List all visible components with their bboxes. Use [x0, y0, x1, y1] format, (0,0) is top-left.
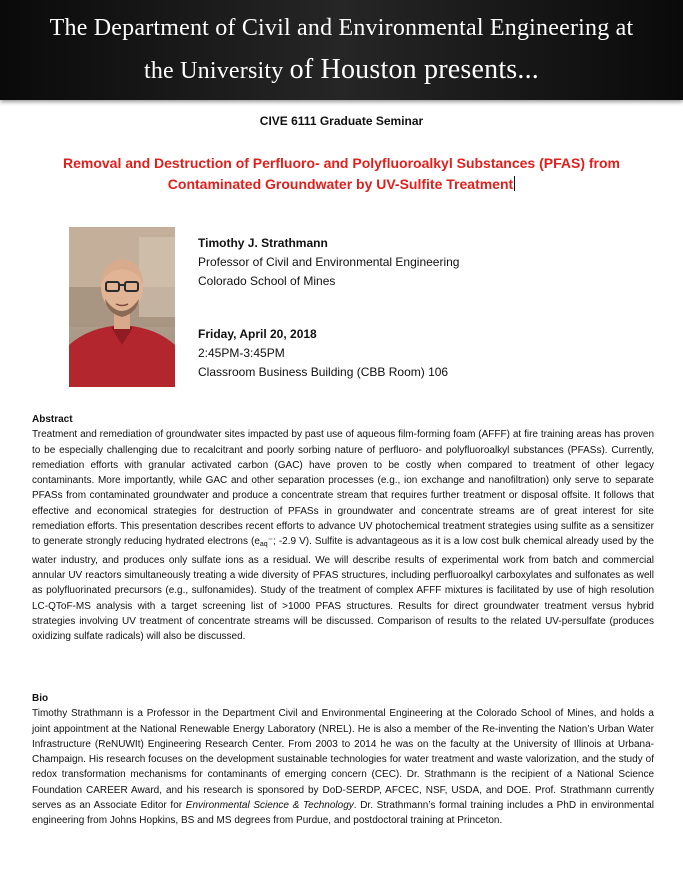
speaker-portrait-graphic [69, 227, 175, 387]
talk-title[interactable] [30, 153, 653, 195]
abstract-subscript: aq [259, 541, 268, 549]
speaker-position: Professor of Civil and Environmental Engineering [198, 255, 460, 269]
banner-line-1: The Department of Civil and Environmental Engineering at [49, 15, 634, 41]
banner-line-2b: of Houston presents... [289, 54, 539, 85]
bio-journal-name: Environmental Science & Technology [185, 800, 354, 812]
abstract-text-a: Treatment and remediation of groundwater sites impacted by past use of aqueous film-forming foam (AFFF) at fire training areas has proven to be especially challenging due to recalcitrant and poorly sorbing nature of perfluoro- and polyfluoroalkyl substances (PFASs). Currently, remediation efforts with granular activated carbon (GAC) have proven to be costly when compared to treatment of other legacy contaminants. More importantly, while GAC and other separation processes (e.g., ion exchange and nanofiltration) only serve to separate PFASs from contaminated groundwater and produce a concentrate stream that requires further treatment or disposal offsite. It follows that effective and economical strategies for destruction of PFASs in groundwater and concentrate streams are of great interest for site remediation efforts. This presentation describes recent efforts to advance UV photochemical treatment strategies using sulfite as a sensitizer to generate strongly reducing hydrated electrons (e [32, 429, 654, 548]
bio-section [32, 691, 654, 829]
text-cursor [514, 176, 515, 191]
speaker-institution: Colorado School of Mines [198, 274, 336, 288]
banner-line-2a: the University [143, 58, 290, 84]
speaker-info [198, 234, 459, 291]
abstract-section [32, 412, 654, 644]
talk-title-line-1: Removal and Destruction of Perfluoro- and Polyfluoroalkyl Substances (PFAS) from [63, 155, 620, 171]
talk-title-line-2: Contaminated Groundwater by UV-Sulfite Treatment [167, 176, 514, 192]
header-banner [0, 0, 683, 100]
event-location: Classroom Business Building (CBB Room) 106 [198, 365, 449, 379]
banner-line-2 [0, 54, 683, 86]
event-date: Friday, April 20, 2018 [198, 327, 317, 341]
abstract-heading: Abstract [32, 414, 73, 425]
abstract-text-b: ⁻; -2.9 V). Sulfite is advantageous as it is a low cost bulk chemical already used by the water industry, and produces only sulfate ions as a residual. We will describe results of experimental work from batch and commercial annular UV reactors simultaneously treating a wide diversity of PFAS structures, including perfluoroalkyl carboxylates and sulfonates as well as polyfluorinated precursors (e.g., sulfonamides). Study of the treatment of complex AFFF mixtures is facilitated by use of high resolution LC-QToF-MS analysis with a target screening list of >1000 PFAS structures. Results for direct groundwater treatment versus hybrid strategies involving UV treatment of concentrate streams will be discussed. Comparison of results to the related UV-persulfate (produces oxidizing sulfate radicals) will also be discussed. [32, 536, 654, 643]
event-time: 2:45PM-3:45PM [198, 346, 285, 360]
speaker-photo [69, 227, 175, 387]
bio-heading: Bio [32, 693, 49, 704]
seminar-label: CIVE 6111 Graduate Seminar [259, 114, 424, 128]
bio-text-b: . Dr. Strathmann’s formal training includes a PhD in environmental engineering from Johns Hopkins, BS and MS degrees from Purdue, and postdoctoral training at Princeton. [32, 800, 654, 827]
event-info [198, 325, 448, 382]
bio-text-a: Timothy Strathmann is a Professor in the Department Civil and Environmental Engineering at the Colorado School of Mines, and holds a joint appointment at the National Renewable Energy Laboratory (NREL). He is also a member of the Re-inventing the Nation’s Urban Water Infrastructure (ReNUWIt) Engineering Research Center. From 2003 to 2014 he was on the faculty at the University of Illinois at Urbana-Champaign. His research focuses on the development sustainable technologies for water treatment and waste valorization, and the study of redox transformation mechanisms for contaminants of emerging concern (CEC). Dr. Strathmann is the recipient of a National Science Foundation CAREER Award, and his research is sponsored by DoD-SERDP, AFCEC, NSF, USDA, and DOE. Prof. Strathmann currently serves as an Associate Editor for [32, 708, 654, 812]
speaker-name: Timothy J. Strathmann [198, 236, 328, 250]
talk-title-line-2-wrap [30, 174, 653, 195]
